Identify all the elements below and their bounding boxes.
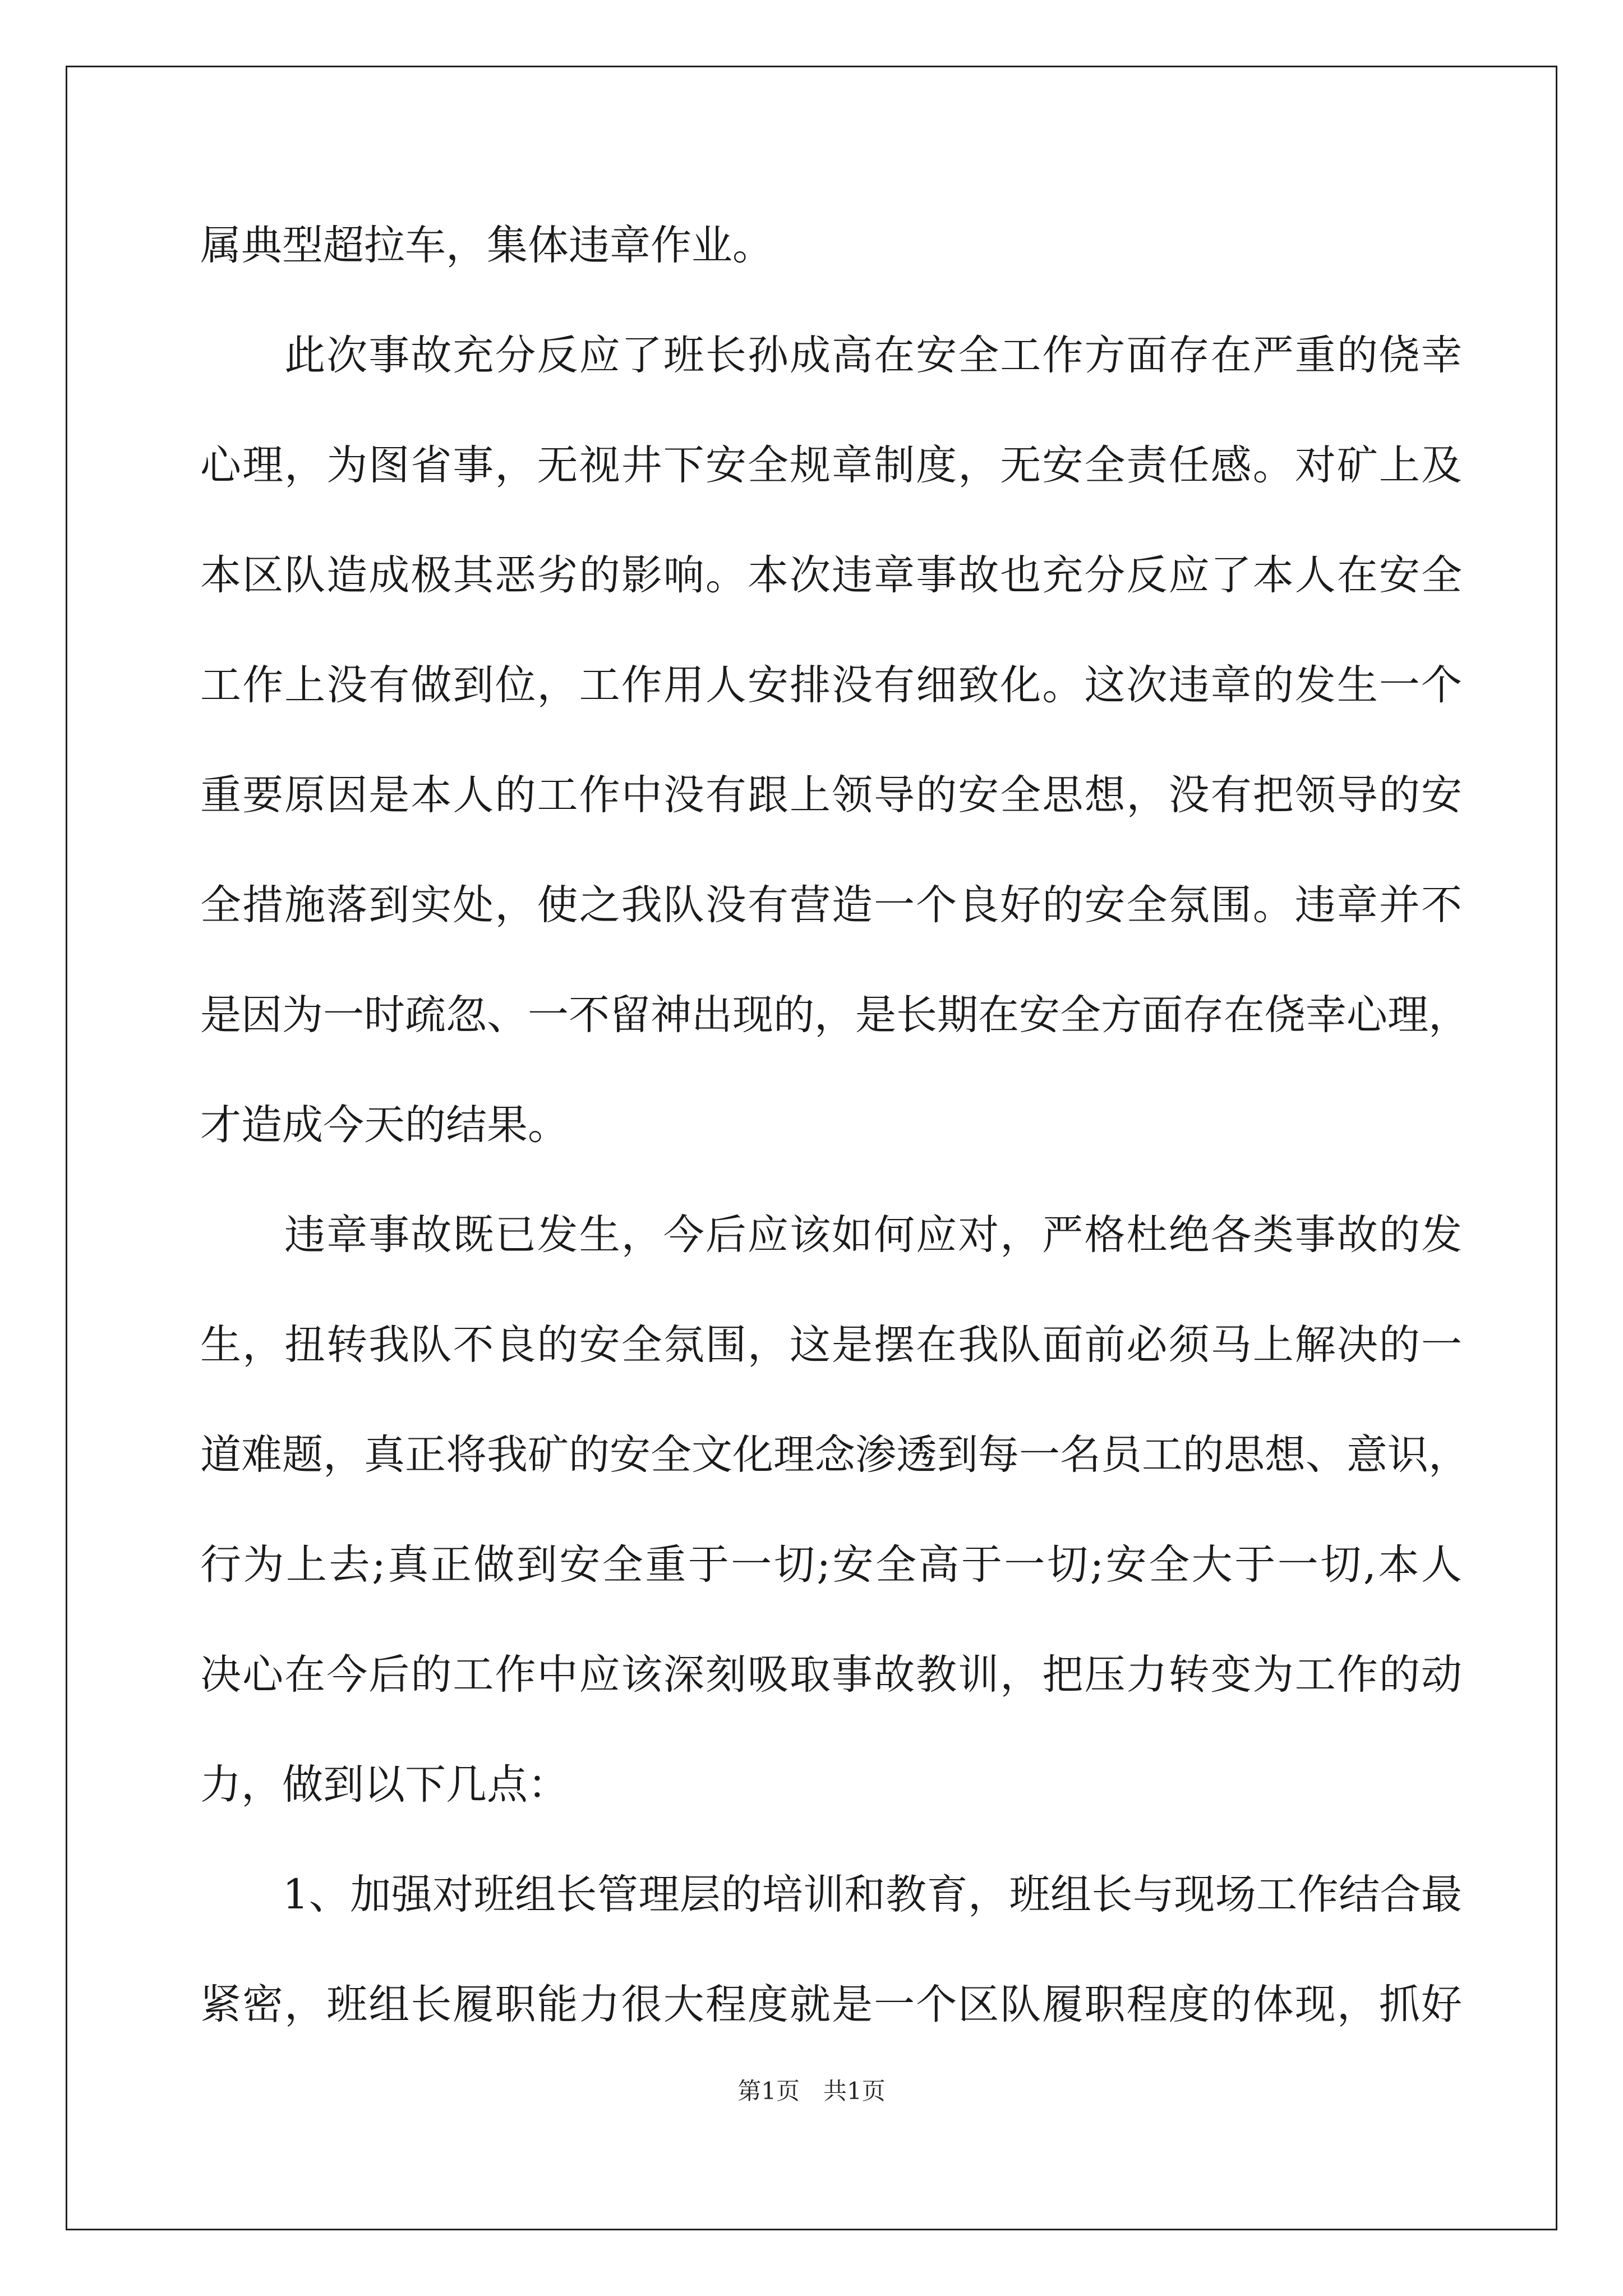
text-line: 本区队造成极其恶劣的影响。本次违章事故也充分反应了本人在安全	[200, 551, 1462, 599]
text-line: 心理，为图省事，无视井下安全规章制度，无安全责任感。对矿上及	[200, 441, 1462, 489]
page-number-footer: 第1页 共1页	[737, 2077, 886, 2105]
text-line: 此次事故充分反应了班长孙成高在安全工作方面存在严重的侥幸	[200, 332, 1462, 379]
text-line: 1、加强对班组长管理层的培训和教育，班组长与现场工作结合最	[200, 1871, 1462, 1918]
text-line: 道难题，真正将我矿的安全文化理念渗透到每一名员工的思想、意识，	[200, 1431, 1469, 1479]
text-line: 生，扭转我队不良的安全氛围，这是摆在我队面前必须马上解决的一	[200, 1321, 1462, 1369]
text-line: 决心在今后的工作中应该深刻吸取事故教训，把压力转变为工作的动	[200, 1651, 1462, 1699]
text-line: 是因为一时疏忽、一不留神出现的，是长期在安全方面存在侥幸心理，	[200, 991, 1469, 1039]
document-body	[200, 191, 1469, 2060]
text-line: 行为上去;真正做到安全重于一切;安全高于一切;安全大于一切,本人	[200, 1541, 1462, 1589]
text-line: 紧密，班组长履职能力很大程度就是一个区队履职程度的体现，抓好	[200, 1981, 1462, 2028]
text-line: 违章事故既已发生，今后应该如何应对，严格杜绝各类事故的发	[200, 1211, 1462, 1259]
text-line: 工作上没有做到位，工作用人安排没有细致化。这次违章的发生一个	[200, 661, 1462, 709]
text-line: 才造成今天的结果。	[200, 1101, 569, 1149]
text-line: 力，做到以下几点：	[200, 1761, 569, 1809]
text-line: 属典型超拉车，集体违章作业。	[200, 222, 773, 269]
text-line: 全措施落到实处，使之我队没有营造一个良好的安全氛围。违章并不	[200, 881, 1462, 929]
text-line: 重要原因是本人的工作中没有跟上领导的安全思想，没有把领导的安	[200, 771, 1462, 819]
